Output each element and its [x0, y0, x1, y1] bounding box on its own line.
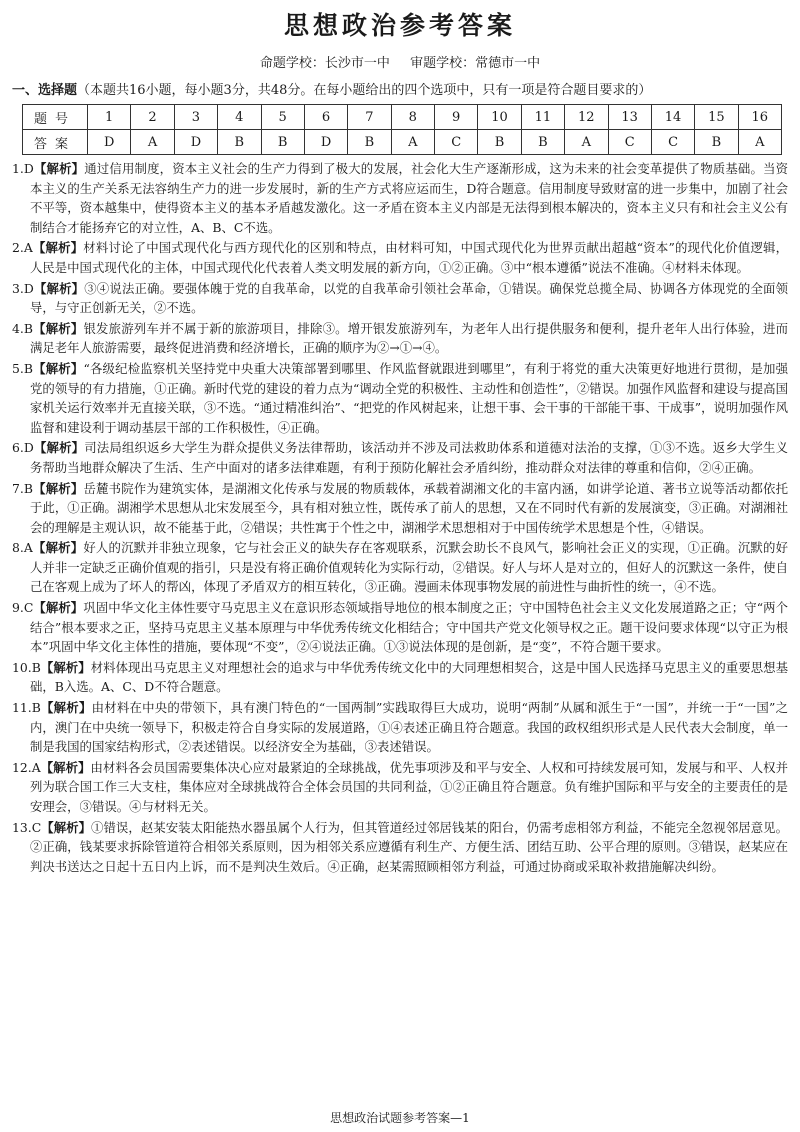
analysis-tag: 【解析】 [40, 759, 91, 775]
question-number-cell: 16 [738, 105, 781, 130]
item-text: ③④说法正确。要强体魄于党的自我革命，以党的自我革命引领社会革命，①错误。确保党总揽全局、协调各方体现党的全面领导，与守正创新无关，②不选。 [30, 280, 789, 316]
setter-school: 命题学校：长沙市一中 [259, 56, 390, 71]
item-number: 2.A [12, 240, 33, 256]
answer-cell: D [304, 130, 347, 155]
analysis-tag: 【解析】 [33, 440, 85, 456]
question-number-cell: 3 [174, 105, 217, 130]
analysis-tag: 【解析】 [40, 659, 91, 675]
question-number-cell: 6 [304, 105, 347, 130]
question-number-cell: 5 [261, 105, 304, 130]
answer-table-number-row [23, 105, 782, 130]
item-text: 好人的沉默并非独立现象，它与社会正义的缺失存在客观联系，沉默会助长不良风气，影响社会正义的实现，①正确。沉默的好人并非一定缺乏正确价值观的指引，只是没有将正确价值观转化为实际行动，②错误。好人与坏人是对立的，但好人的沉默这一条件，使自己在客观上成为了坏人的帮凶，体现了矛盾双方的相互转化，③正确。漫画未体现事物发展的前进性与曲折性的统一，④不选。 [30, 540, 789, 595]
item-text: ①错误，赵某安装太阳能热水器虽属个人行为，但其管道经过邻居钱某的阳台，仍需考虑相邻方利益，不能完全忽视邻居意见。②正确，钱某要求拆除管道符合相邻关系原则，因为相邻关系应遵循有利生产、方便生活、团结互助、公平合理的原则。③错误，赵某应在判决书送达之日起十五日内上诉，而不是判决生效后。④正确，赵某需照顾相邻方利益，可通过协商或采取补救措施解决纠纷。 [30, 819, 788, 874]
page-footer: 思想政治试题参考答案—1 [330, 1111, 470, 1125]
explanation-item [12, 598, 788, 657]
answer-table-row-label: 题号 [23, 105, 88, 130]
answer-cell: A [131, 130, 174, 155]
analysis-tag: 【解析】 [40, 700, 92, 716]
explanation-item [12, 818, 788, 877]
answer-cell: B [478, 130, 521, 155]
question-number-cell: 15 [695, 105, 738, 130]
answer-cell: D [88, 130, 131, 155]
answer-table-row-label: 答案 [23, 130, 88, 155]
item-number: 11.B [12, 700, 41, 716]
section-label: 一、选择题 [12, 83, 78, 98]
item-number: 12.A [12, 759, 41, 775]
item-text: 通过信用制度，资本主义社会的生产力得到了极大的发展，社会化大生产逐渐形成，这为未来的社会变革提供了物质基础。当资本主义的生产关系无法容纳生产力的进一步发展时，新的生产方式将应运而生，D符合题意。信用制度导致财富的进一步集中，加剧了社会不平等，资本越集中，使得资本主义的基本矛盾越发激化。这一矛盾在资本主义内部是无法得到根本解决的，资本主义只有和社会主义公有制结合才能扬弃它的对立性，A、B、C不选。 [30, 161, 789, 235]
answer-cell: C [608, 130, 651, 155]
item-text: “各级纪检监察机关坚持党中央重大决策部署到哪里、作风监督就跟进到哪里”，有利于将党的重大决策更好地进行贯彻，是加强党的领导的有力措施，①正确。新时代党的建设的着力点为“调动全党的积极性、主动性和创造性”，②错误。加强作风监督和建设与提高国家机关运行效率并无直接关联，③不选。“通过精准纠治”、“把党的作风树起来，让想干事、会干事的干部能干事、干成事”，说明加强作风监督和建设利于调动基层干部的工作积极性，④正确。 [30, 360, 789, 435]
answer-table-answer-row [23, 130, 782, 155]
answer-cell: B [218, 130, 261, 155]
reviewer-school: 审题学校：常德市一中 [410, 56, 541, 71]
question-number-cell: 13 [608, 105, 651, 130]
explanation-item [12, 479, 788, 538]
explanation-item [12, 698, 788, 757]
item-number: 10.B [12, 659, 41, 675]
analysis-tag: 【解析】 [41, 819, 92, 835]
item-text: 巩固中华文化主体性要守马克思主义在意识形态领域指导地位的根本制度之正；守中国特色社会主义文化发展道路之正；守“两个结合”根本要求之正，坚持马克思主义基本原理与中华优秀传统文化相结合；守中国共产党文化领导权之正。题干设问要求体现“以守正为根本”巩固中华文化主体性的措施，要体现“不变”，②④说法正确。①③说法体现的是创新，是“变”，不符合题干要求。 [30, 600, 788, 655]
item-number: 8.A [12, 540, 33, 556]
analysis-tag: 【解析】 [32, 360, 84, 376]
question-number-cell: 8 [391, 105, 434, 130]
answer-table [22, 104, 782, 155]
section-heading [12, 82, 788, 100]
answer-cell: B [695, 130, 738, 155]
item-number: 6.D [12, 440, 34, 456]
page-subtitle [12, 50, 788, 78]
explanation-item [12, 159, 788, 237]
explanation-item [12, 319, 788, 358]
answer-cell: A [738, 130, 781, 155]
item-text: 银发旅游列车并不属于新的旅游项目，排除③。增开银发旅游列车，为老年人出行提供服务和便利，提升老年人出行体验，进而满足老年人旅游需要，最终促进消费和经济增长，正确的顺序为②→①→④。 [30, 320, 788, 356]
analysis-tag: 【解析】 [32, 320, 84, 336]
page-title: 思想政治参考答案 [283, 11, 516, 40]
answer-cell: B [348, 130, 391, 155]
explanation-item [12, 538, 788, 597]
question-number-cell: 12 [565, 105, 608, 130]
analysis-tag: 【解析】 [32, 480, 84, 496]
analysis-tag: 【解析】 [33, 600, 84, 616]
question-number-cell: 9 [435, 105, 478, 130]
answer-cell: C [651, 130, 694, 155]
item-number: 9.C [12, 600, 34, 616]
answer-cell: A [391, 130, 434, 155]
explanation-item [12, 758, 788, 817]
question-number-cell: 11 [521, 105, 564, 130]
question-number-cell: 14 [651, 105, 694, 130]
question-number-cell: 10 [478, 105, 521, 130]
question-number-cell: 4 [218, 105, 261, 130]
item-number: 3.D [12, 280, 34, 296]
explanation-item [12, 438, 788, 477]
section-note: （本题共16小题，每小题3分，共48分。在每小题给出的四个选项中，只有一项是符合题目要求的） [77, 83, 652, 98]
explanation-item [12, 658, 788, 697]
answer-cell: A [565, 130, 608, 155]
answer-cell: C [435, 130, 478, 155]
analysis-tag: 【解析】 [33, 280, 85, 296]
answer-cell: D [174, 130, 217, 155]
item-number: 5.B [12, 360, 33, 376]
question-number-cell: 2 [131, 105, 174, 130]
item-text: 岳麓书院作为建筑实体，是湖湘文化传承与发展的物质载体，承载着湖湘文化的丰富内涵，如讲学论道、著书立说等活动都依托于此，①正确。湖湘学术思想从北宋发展至今，具有相对独立性，既传承了前人的思想，又在不同时代有新的发展演变，③正确。对湖湘社会的理解是主观认识，故不能基于此，②错误；共性寓于个性之中，湖湘学术思想相对于中国传统学术思想是个性，④错误。 [30, 480, 788, 535]
analysis-tag: 【解析】 [32, 240, 84, 256]
question-number-cell: 7 [348, 105, 391, 130]
answer-cell: B [261, 130, 304, 155]
item-text: 由材料在中央的带领下，具有澳门特色的“一国两制”实践取得巨大成功，说明“两制”从属和派生于“一国”，并统一于“一国”之内，澳门在中央统一领导下，积极走符合自身实际的发展道路，①④表述正确且符合题意。我国的政权组织形式是人民代表大会制度，单一制是我国的国家结构形式，②表述错误。以经济安全为基础，③表述错误。 [30, 700, 788, 755]
question-number-cell: 1 [88, 105, 131, 130]
answer-cell: B [521, 130, 564, 155]
explanation-item [12, 359, 788, 437]
analysis-tag: 【解析】 [32, 540, 84, 556]
analysis-tag: 【解析】 [33, 161, 85, 176]
item-number: 7.B [12, 480, 33, 496]
item-number: 13.C [12, 819, 42, 835]
item-text: 材料体现出马克思主义对理想社会的追求与中华优秀传统文化中的大同理想相契合，这是中国人民选择马克思主义的重要思想基础，B入选。A、C、D不符合题意。 [30, 659, 788, 695]
item-text: 材料讨论了中国式现代化与西方现代化的区别和特点，由材料可知，中国式现代化为世界贡献出超越“资本”的现代化价值逻辑，人民是中国式现代化的主体，中国式现代化代表着人类文明发展的新方向，①②正确。③中“根本遵循”说法不准确。④材料未体现。 [30, 240, 789, 275]
explanation-item [12, 238, 788, 277]
item-text: 由材料各会员国需要集体决心应对最紧迫的全球挑战，优先事项涉及和平与安全、人权和可持续发展可知，发展与和平、人权并列为联合国工作三大支柱，集体应对全球挑战符合全体会员国的共同利益，①②正确且符合题意。负有维护国际和平与安全的主要责任的是安理会，③错误。④与材料无关。 [30, 759, 789, 814]
item-number: 4.B [12, 320, 33, 336]
item-text: 司法局组织返乡大学生为群众提供义务法律帮助，该活动并不涉及司法救助体系和道德对法治的支撑，①③不选。返乡大学生义务帮助当地群众解决了生活、生产中面对的诸多法律难题，有利于预防化解社会矛盾纠纷，推动群众对法律的尊重和信仰，②④正确。 [30, 440, 789, 475]
explanation-item [12, 279, 788, 318]
explanation-list [12, 159, 788, 876]
item-number: 1.D [12, 161, 34, 176]
